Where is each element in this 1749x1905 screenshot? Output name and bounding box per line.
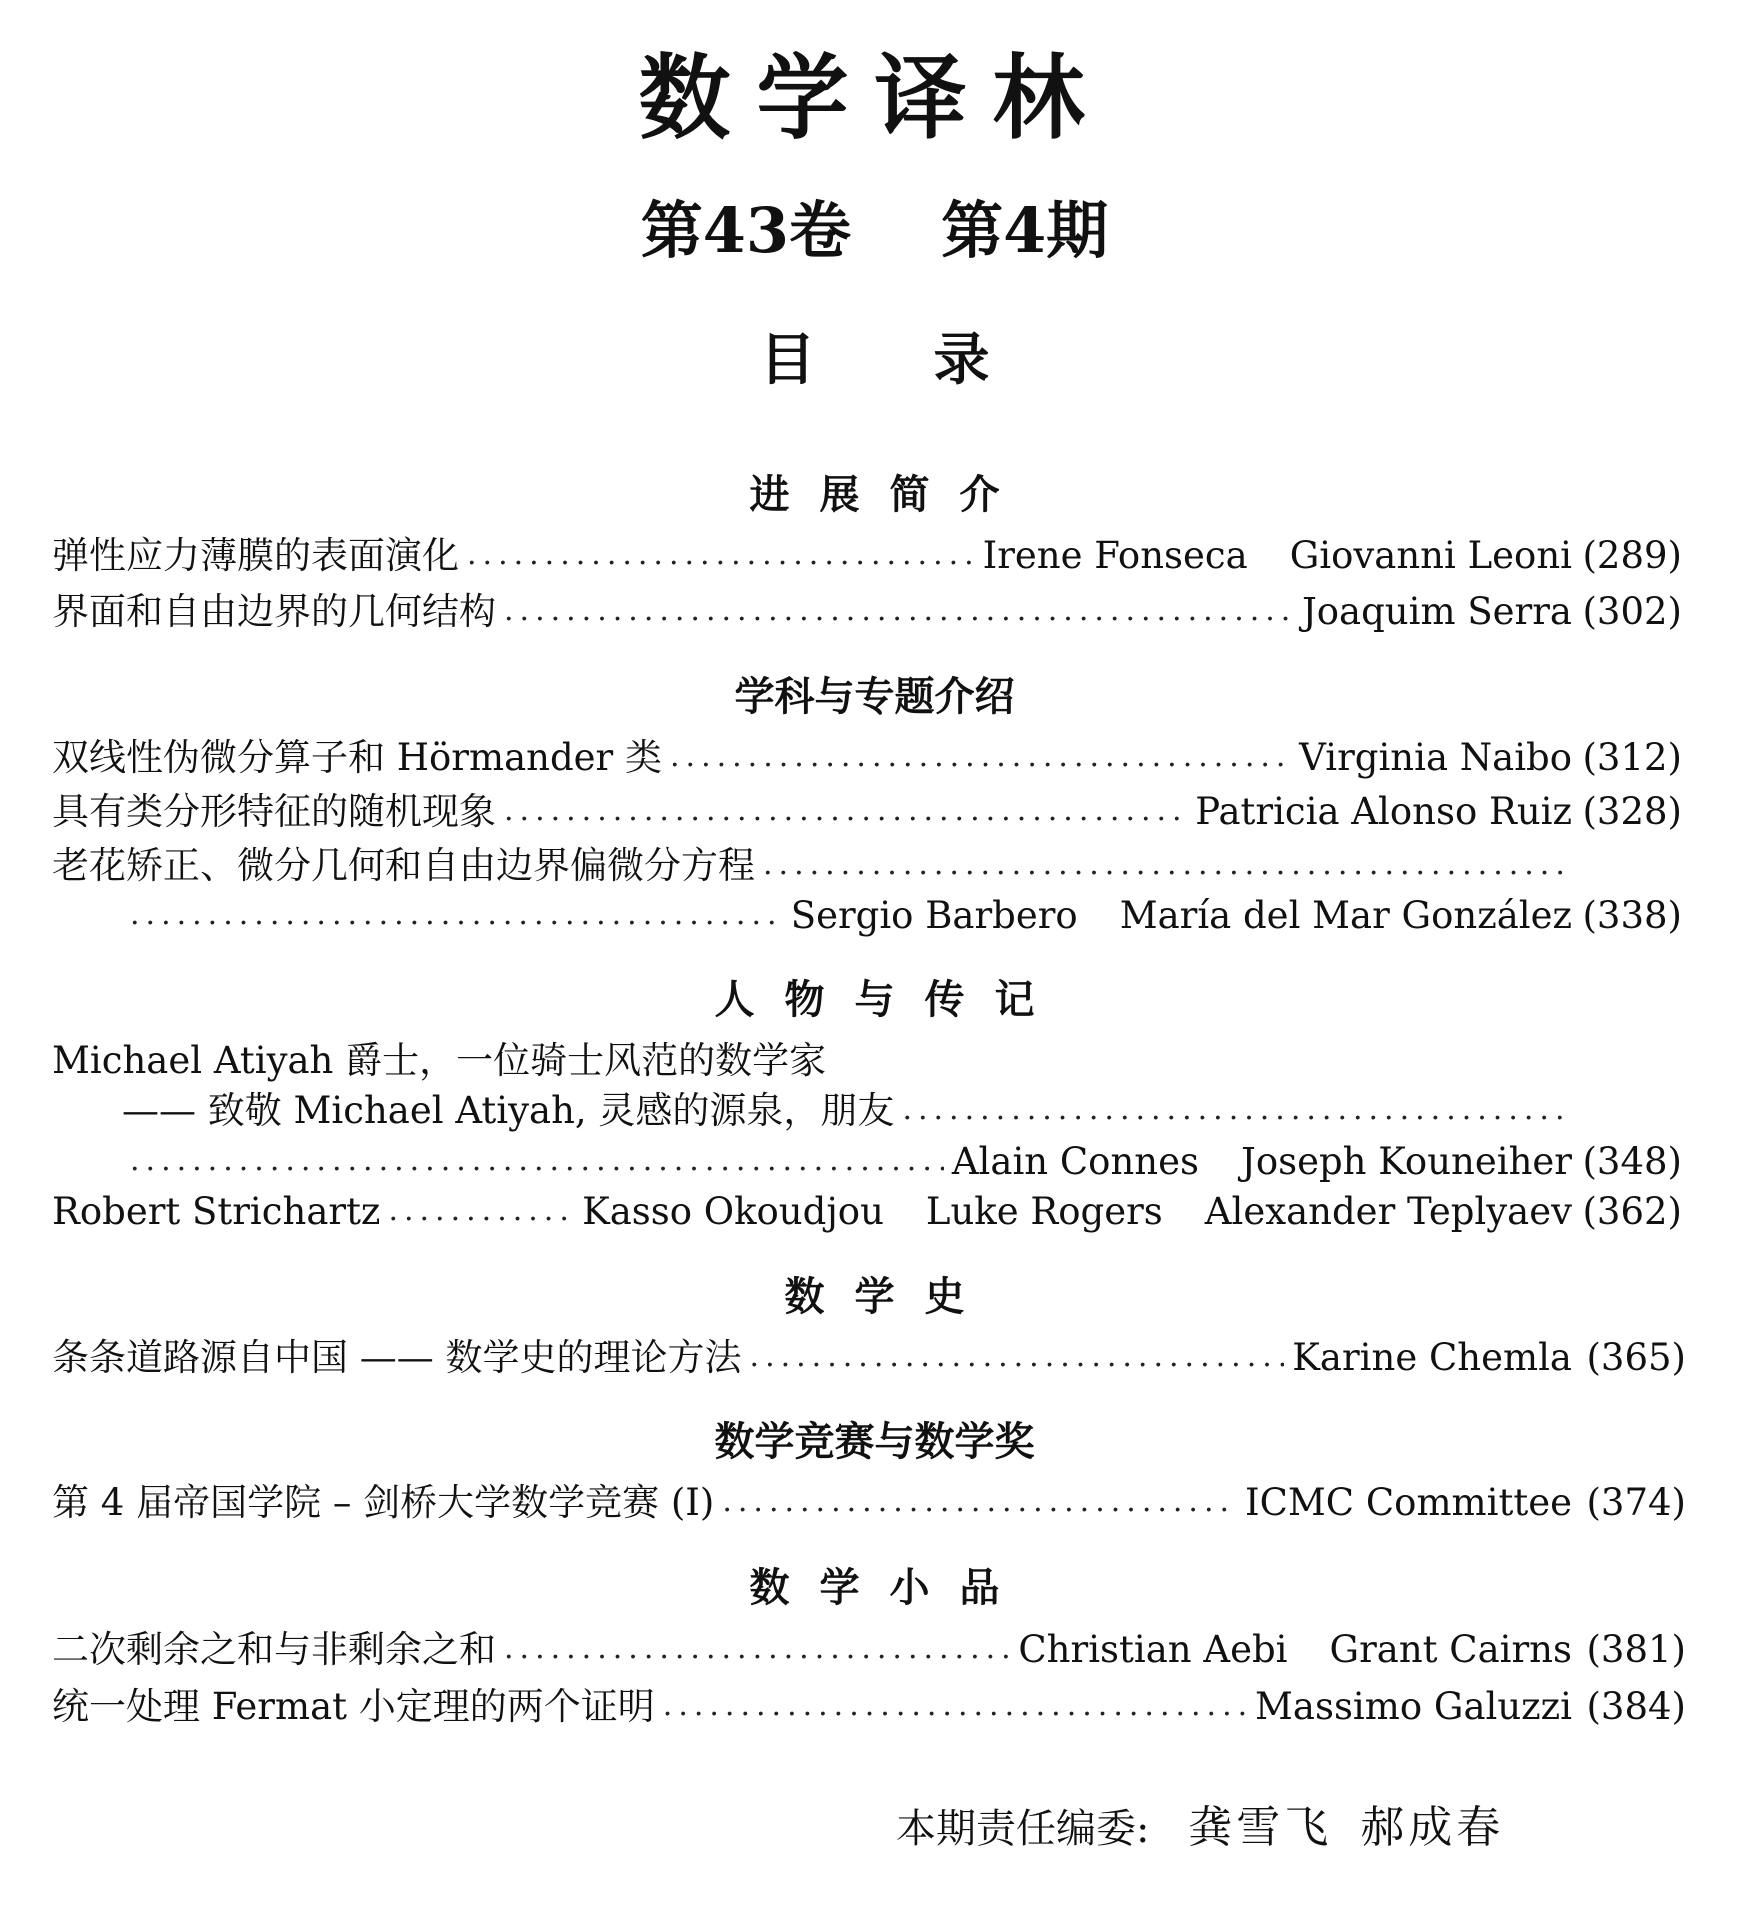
entry-title: 双线性伪微分算子和 Hörmander 类 — [52, 735, 662, 779]
page-number: (374) — [1586, 1481, 1686, 1524]
toc-entry[interactable] — [52, 1624, 1572, 1674]
entry-authors — [1299, 735, 1572, 779]
entry-subtitle: —— 致敬 Michael Atiyah, 灵感的源泉，朋友 — [122, 1088, 895, 1132]
page-number: (289) — [1582, 534, 1682, 577]
toc-entry[interactable] — [52, 1332, 1572, 1382]
page-number: (312) — [1582, 736, 1682, 779]
author-name: Joseph Kouneiher — [1241, 1139, 1572, 1183]
section-title: 数学小品 — [749, 1564, 1030, 1611]
author-name: Virginia Naibo — [1299, 735, 1572, 779]
entry-authors — [1244, 1480, 1572, 1524]
editor-name: 郝成春 — [1360, 1802, 1505, 1853]
author-name: Christian Aebi — [1018, 1627, 1288, 1671]
entry-authors — [1292, 1335, 1572, 1379]
page-number: (302) — [1582, 590, 1682, 633]
author-name: Massimo Galuzzi — [1255, 1684, 1572, 1728]
entry-authors — [1255, 1684, 1572, 1728]
toc-entry-continuation[interactable] — [130, 1136, 1572, 1186]
toc-entry[interactable] — [52, 530, 1572, 580]
entry-title: 条条道路源自中国 —— 数学史的理论方法 — [52, 1335, 742, 1379]
entry-title: 弹性应力薄膜的表面演化 — [52, 533, 459, 577]
page-number: (381) — [1586, 1628, 1686, 1671]
section-title: 数学史 — [784, 1273, 995, 1320]
leader-dots — [130, 1146, 944, 1176]
toc-entry[interactable] — [52, 786, 1572, 836]
entry-authors — [951, 1139, 1572, 1183]
leader-dots — [763, 850, 1564, 880]
entry-authors — [1195, 789, 1572, 833]
journal-title: 数学译林 — [638, 44, 1111, 152]
entry-authors — [1018, 1627, 1572, 1671]
author-name: Luke Rogers — [925, 1189, 1163, 1233]
editors-label: 本期责任编委: — [896, 1806, 1150, 1852]
author-name: Giovanni Leoni — [1289, 533, 1572, 577]
author-name: Karine Chemla — [1292, 1335, 1572, 1379]
entry-authors — [582, 1189, 1572, 1233]
toc-entry[interactable] — [52, 840, 1572, 890]
leader-dots — [467, 540, 975, 570]
author-name: María del Mar González — [1119, 893, 1572, 937]
volume-label: 第43卷 — [640, 194, 852, 267]
leader-dots — [504, 796, 1187, 826]
toc-entry[interactable] — [52, 1035, 1572, 1085]
toc-entry[interactable] — [52, 732, 1572, 782]
author-name: Patricia Alonso Ruiz — [1195, 789, 1572, 833]
responsible-editors — [896, 1802, 1505, 1853]
page-number: (365) — [1586, 1336, 1686, 1379]
section-title: 数学竞赛与数学奖 — [714, 1418, 1035, 1465]
page-number: (362) — [1582, 1190, 1682, 1233]
toc-entry[interactable] — [52, 586, 1572, 636]
leader-dots — [504, 1634, 1010, 1664]
leader-dots — [388, 1196, 574, 1226]
page-number: (348) — [1582, 1140, 1682, 1183]
author-name: Joaquim Serra — [1301, 589, 1572, 633]
page-number: (328) — [1582, 790, 1682, 833]
author-name: Sergio Barbero — [790, 893, 1078, 937]
leader-dots — [504, 596, 1294, 626]
entry-title: 统一处理 Fermat 小定理的两个证明 — [52, 1684, 655, 1728]
author-name: Irene Fonseca — [982, 533, 1248, 577]
leader-dots — [663, 1691, 1247, 1721]
toc-entry[interactable] — [52, 1186, 1572, 1236]
author-name: Grant Cairns — [1329, 1627, 1572, 1671]
entry-authors — [1301, 589, 1572, 633]
issue-number-label: 第4期 — [941, 194, 1109, 267]
entry-title: Michael Atiyah 爵士，一位骑士风范的数学家 — [52, 1038, 827, 1082]
author-name: ICMC Committee — [1244, 1480, 1572, 1524]
section-title: 进展简介 — [749, 471, 1030, 518]
section-title: 学科与专题介绍 — [734, 673, 1015, 720]
author-name: Kasso Okoudjou — [582, 1189, 884, 1233]
leader-dots — [750, 1342, 1285, 1372]
page-number: (338) — [1582, 894, 1682, 937]
entry-title: 老花矫正、微分几何和自由边界偏微分方程 — [52, 843, 755, 887]
toc-heading: 目录 — [759, 327, 1108, 393]
leader-dots — [902, 1095, 1564, 1125]
toc-entry-subtitle[interactable] — [122, 1085, 1572, 1135]
editor-names — [1188, 1802, 1504, 1853]
issue-line — [0, 194, 1749, 267]
toc-entry[interactable] — [52, 1681, 1572, 1731]
entry-title: Robert Strichartz — [52, 1189, 381, 1233]
entry-authors — [982, 533, 1572, 577]
toc-entry[interactable] — [52, 1477, 1572, 1527]
leader-dots — [722, 1487, 1237, 1517]
editor-name: 龚雪飞 — [1188, 1802, 1333, 1853]
toc-entry-continuation[interactable] — [130, 890, 1572, 940]
entry-title: 第 4 届帝国学院 – 剑桥大学数学竞赛 (I) — [52, 1480, 715, 1524]
section-title: 人物与传记 — [714, 976, 1065, 1023]
entry-authors — [790, 893, 1572, 937]
leader-dots — [130, 900, 783, 930]
author-name: Alexander Teplyaev — [1204, 1189, 1572, 1233]
leader-dots — [670, 742, 1291, 772]
page-number: (384) — [1586, 1685, 1686, 1728]
author-name: Alain Connes — [951, 1139, 1199, 1183]
entry-title: 具有类分形特征的随机现象 — [52, 789, 496, 833]
entry-title: 界面和自由边界的几何结构 — [52, 589, 496, 633]
entry-title: 二次剩余之和与非剩余之和 — [52, 1627, 496, 1671]
